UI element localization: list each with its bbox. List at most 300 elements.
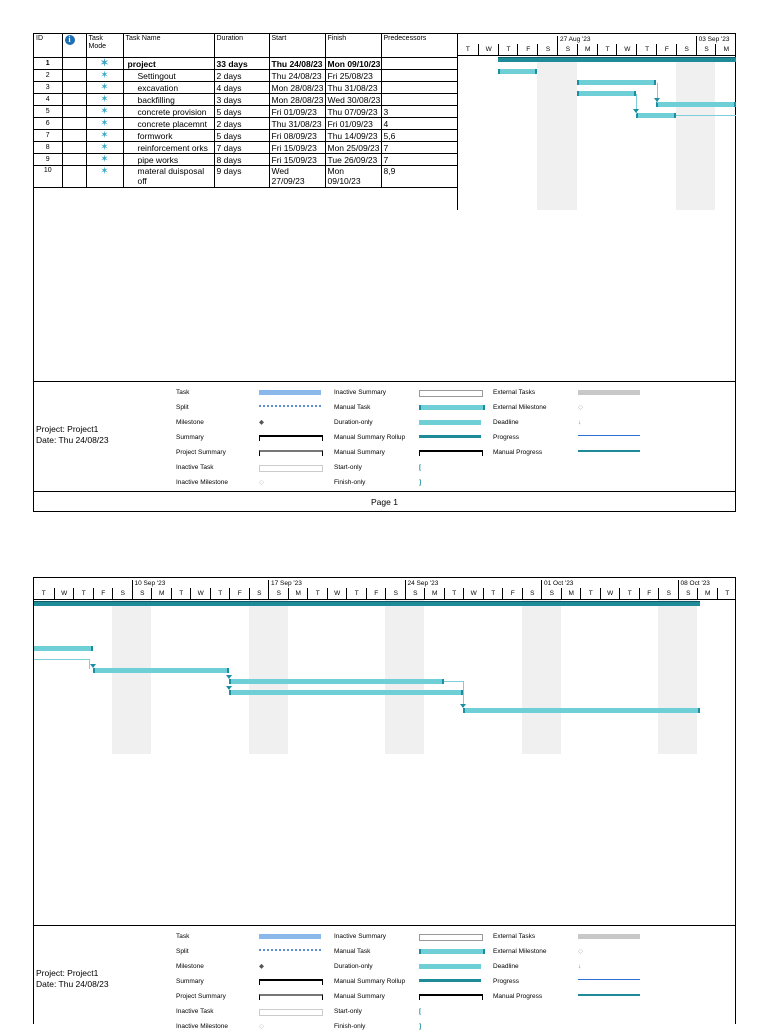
day-label: S xyxy=(537,44,558,55)
legend-label: Start-only xyxy=(334,464,362,471)
legend-swatch xyxy=(259,949,321,951)
timescale-days xyxy=(34,588,736,600)
task-finish[interactable]: Tue 26/09/23 xyxy=(325,154,381,166)
legend-label: Inactive Task xyxy=(176,1008,214,1015)
legend-swatch xyxy=(259,405,321,407)
task-name[interactable]: excavation xyxy=(123,82,214,94)
day-label: T xyxy=(597,44,618,55)
project-info xyxy=(36,424,109,446)
day-label: T xyxy=(41,590,46,597)
day-label: T xyxy=(444,588,465,599)
legend-swatch: ] xyxy=(419,479,422,486)
weekend-shading xyxy=(676,55,716,210)
dependency-link xyxy=(676,115,736,116)
week-label: 27 Aug '23 xyxy=(557,36,591,44)
pushpin-icon: ✶ xyxy=(100,166,109,177)
legend-item xyxy=(176,476,326,489)
day-label: F xyxy=(656,44,677,55)
timescale-weeks xyxy=(458,34,736,44)
legend-swatch: [ xyxy=(419,464,422,471)
day-label: M xyxy=(151,588,172,599)
task-duration[interactable]: 3 days xyxy=(214,94,269,106)
day-label: T xyxy=(210,588,231,599)
task-name[interactable]: Settingout xyxy=(123,70,214,82)
task-predecessors[interactable] xyxy=(381,58,457,70)
pushpin-icon: ✶ xyxy=(100,106,109,117)
legend-item xyxy=(493,386,643,399)
pushpin-icon: ✶ xyxy=(100,70,109,81)
task-bar[interactable] xyxy=(498,69,538,74)
legend-label: Project Summary xyxy=(176,993,226,1000)
weekend-shading xyxy=(658,599,697,754)
day-label: F xyxy=(517,44,538,55)
task-id[interactable]: 3 xyxy=(34,82,62,94)
indicator-cell[interactable] xyxy=(62,166,86,188)
task-id[interactable]: 10 xyxy=(34,166,62,188)
legend-item xyxy=(334,930,484,943)
legend-label: Manual Summary xyxy=(334,449,385,456)
task-row[interactable] xyxy=(34,166,457,188)
day-label: W xyxy=(616,44,637,55)
task-mode-cell[interactable] xyxy=(86,82,123,94)
day-label: W xyxy=(54,588,75,599)
task-bar[interactable] xyxy=(577,80,656,85)
task-start[interactable]: Thu 24/08/23 xyxy=(269,58,325,70)
legend-item xyxy=(334,1005,484,1018)
day-label: W xyxy=(190,588,211,599)
legend-item xyxy=(493,930,643,943)
legend-swatch: ↓ xyxy=(578,419,582,426)
task-name[interactable]: backfilling xyxy=(123,94,214,106)
indicator-cell[interactable] xyxy=(62,58,86,70)
task-row[interactable] xyxy=(34,142,457,154)
task-predecessors[interactable]: 4 xyxy=(381,118,457,130)
col-header-predecessors[interactable]: Predecessors xyxy=(381,34,457,58)
legend-swatch xyxy=(419,390,483,397)
legend-swatch: ] xyxy=(419,1023,422,1030)
day-label: S xyxy=(676,44,697,55)
legend-item xyxy=(334,975,484,988)
day-label: M xyxy=(715,44,736,55)
task-mode-cell[interactable] xyxy=(86,118,123,130)
task-duration[interactable]: 9 days xyxy=(214,166,269,188)
task-id[interactable]: 4 xyxy=(34,94,62,106)
day-label: F xyxy=(639,588,660,599)
legend-item xyxy=(334,945,484,958)
task-id[interactable]: 2 xyxy=(34,70,62,82)
day-label: M xyxy=(424,588,445,599)
day-label: W xyxy=(463,588,484,599)
task-finish[interactable]: Thu 07/09/23 xyxy=(325,106,381,118)
day-label: T xyxy=(619,588,640,599)
task-start[interactable]: Mon 28/08/23 xyxy=(269,82,325,94)
legend-swatch xyxy=(259,450,323,456)
task-finish[interactable]: Thu 14/09/23 xyxy=(325,130,381,142)
day-label: F xyxy=(502,588,523,599)
legend-label: External Tasks xyxy=(493,933,536,940)
task-mode-cell[interactable] xyxy=(86,106,123,118)
project-name: Project: Project1 xyxy=(36,424,99,434)
legend-item xyxy=(176,386,326,399)
task-predecessors[interactable] xyxy=(381,94,457,106)
task-row[interactable] xyxy=(34,106,457,118)
task-duration[interactable]: 5 days xyxy=(214,130,269,142)
task-name[interactable]: concrete provision xyxy=(123,106,214,118)
legend-label: Progress xyxy=(493,434,520,441)
weekend-shading xyxy=(249,599,288,754)
task-predecessors[interactable]: 7 xyxy=(381,154,457,166)
task-duration[interactable]: 4 days xyxy=(214,82,269,94)
task-name[interactable]: concrete placemnt xyxy=(123,118,214,130)
day-label: S xyxy=(249,588,270,599)
legend-label: Manual Progress xyxy=(493,449,543,456)
legend-swatch xyxy=(259,435,323,441)
legend-item xyxy=(334,416,484,429)
legend-swatch xyxy=(419,435,481,438)
day-label: T xyxy=(171,588,192,599)
gantt-chart-page-1 xyxy=(457,34,736,210)
task-mode-cell[interactable] xyxy=(86,70,123,82)
day-label: S xyxy=(658,588,679,599)
legend-label: Deadline xyxy=(493,963,519,970)
col-header-finish[interactable]: Finish xyxy=(325,34,381,58)
legend-item xyxy=(334,960,484,973)
legend-swatch xyxy=(259,979,323,985)
legend-label: Start-only xyxy=(334,1008,362,1015)
indicator-cell[interactable] xyxy=(62,154,86,166)
legend-label: Manual Summary Rollup xyxy=(334,978,406,985)
indicator-cell[interactable] xyxy=(62,106,86,118)
day-label: W xyxy=(600,588,621,599)
legend-swatch xyxy=(578,934,640,939)
day-label: F xyxy=(229,588,250,599)
legend-label: External Tasks xyxy=(493,389,536,396)
legend-swatch xyxy=(578,979,640,980)
legend-swatch xyxy=(419,979,481,982)
legend-item xyxy=(176,945,326,958)
legend-item xyxy=(493,945,643,958)
legend-label: Deadline xyxy=(493,419,519,426)
task-id[interactable]: 8 xyxy=(34,142,62,154)
day-label: M xyxy=(288,588,309,599)
legend-label: Inactive Milestone xyxy=(176,1023,229,1030)
task-bar[interactable] xyxy=(34,646,93,651)
legend-label: Manual Task xyxy=(334,404,371,411)
legend-item xyxy=(493,975,643,988)
legend-item xyxy=(176,1005,326,1018)
task-finish[interactable]: Thu 31/08/23 xyxy=(325,82,381,94)
legend-item xyxy=(334,1020,484,1033)
legend-label: Inactive Summary xyxy=(334,389,387,396)
indicator-cell[interactable] xyxy=(62,82,86,94)
table-header-row xyxy=(34,34,457,58)
legend-swatch xyxy=(259,934,321,939)
task-row[interactable] xyxy=(34,82,457,94)
task-predecessors[interactable]: 5,6 xyxy=(381,130,457,142)
task-predecessors[interactable]: 7 xyxy=(381,142,457,154)
legend-item xyxy=(176,401,326,414)
task-mode-cell[interactable] xyxy=(86,166,123,188)
legend-label: Finish-only xyxy=(334,1023,366,1030)
task-row[interactable] xyxy=(34,154,457,166)
legend-item xyxy=(493,990,643,1003)
task-finish[interactable]: Mon 25/09/23 xyxy=(325,142,381,154)
legend-item xyxy=(334,461,484,474)
link-arrow xyxy=(654,98,660,102)
task-duration[interactable]: 2 days xyxy=(214,70,269,82)
task-id[interactable]: 1 xyxy=(34,58,62,70)
legend-label: Manual Task xyxy=(334,948,371,955)
col-header-task-mode[interactable]: Task Mode xyxy=(86,34,123,58)
legend-label: Manual Progress xyxy=(493,993,543,1000)
day-label: M xyxy=(561,588,582,599)
pushpin-icon: ✶ xyxy=(100,82,109,93)
task-start[interactable]: Fri 15/09/23 xyxy=(269,154,325,166)
day-label: S xyxy=(268,588,289,599)
weekend-shading xyxy=(385,599,424,754)
task-mode-cell[interactable] xyxy=(86,154,123,166)
legend-swatch xyxy=(419,949,485,954)
legend-label: Manual Summary xyxy=(334,993,385,1000)
legend-item xyxy=(334,446,484,459)
legend-swatch xyxy=(419,450,483,456)
legend-label: Project Summary xyxy=(176,449,226,456)
legend-label: Milestone xyxy=(176,963,204,970)
legend-swatch xyxy=(578,994,640,996)
legend-label: External Milestone xyxy=(493,404,547,411)
pushpin-icon: ✶ xyxy=(100,142,109,153)
week-label: 24 Sep '23 xyxy=(405,580,439,588)
day-label: S xyxy=(522,588,543,599)
legend-label: Summary xyxy=(176,434,204,441)
legend-label: External Milestone xyxy=(493,948,547,955)
legend-label: Duration-only xyxy=(334,419,373,426)
task-predecessors[interactable] xyxy=(381,70,457,82)
task-id[interactable]: 7 xyxy=(34,130,62,142)
day-label: T xyxy=(73,588,94,599)
legend-swatch: ↓ xyxy=(578,963,582,970)
task-row[interactable] xyxy=(34,94,457,106)
legend-swatch xyxy=(419,934,483,941)
task-predecessors[interactable]: 3 xyxy=(381,106,457,118)
task-start[interactable]: Fri 08/09/23 xyxy=(269,130,325,142)
legend-label: Progress xyxy=(493,978,520,985)
legend-label: Task xyxy=(176,389,190,396)
task-finish[interactable]: Wed 30/08/23 xyxy=(325,94,381,106)
legend-swatch xyxy=(578,435,640,436)
legend-swatch xyxy=(259,994,323,1000)
week-label: 10 Sep '23 xyxy=(132,580,166,588)
task-bar[interactable] xyxy=(93,668,230,673)
day-label: M xyxy=(577,44,598,55)
legend-item xyxy=(334,476,484,489)
legend-item xyxy=(176,960,326,973)
dependency-link xyxy=(444,681,465,704)
project-name: Project: Project1 xyxy=(36,968,99,978)
legend-item xyxy=(176,431,326,444)
task-finish[interactable]: Mon 09/10/23 xyxy=(325,58,381,70)
legend-item xyxy=(493,446,643,459)
task-bar[interactable] xyxy=(229,679,444,684)
weekend-shading xyxy=(522,599,561,754)
task-name[interactable]: formwork xyxy=(123,130,214,142)
legend-item xyxy=(334,386,484,399)
task-duration[interactable]: 5 days xyxy=(214,106,269,118)
task-start[interactable]: Fri 01/09/23 xyxy=(269,106,325,118)
task-name[interactable]: materal duisposal off xyxy=(123,166,214,188)
task-mode-cell[interactable] xyxy=(86,130,123,142)
day-label: S xyxy=(132,588,153,599)
day-label: T xyxy=(636,44,657,55)
task-predecessors[interactable] xyxy=(381,82,457,94)
task-id[interactable]: 9 xyxy=(34,154,62,166)
task-bar[interactable] xyxy=(229,690,463,695)
pushpin-icon: ✶ xyxy=(100,94,109,105)
pushpin-icon: ✶ xyxy=(100,130,109,141)
legend-label: Inactive Summary xyxy=(334,933,387,940)
legend xyxy=(34,381,735,492)
legend-swatch xyxy=(419,994,483,1000)
task-finish[interactable]: Fri 01/09/23 xyxy=(325,118,381,130)
weekend-shading xyxy=(112,599,151,754)
legend-swatch: ◇ xyxy=(578,404,583,411)
task-mode-cell[interactable] xyxy=(86,94,123,106)
task-name[interactable]: reinforcement orks xyxy=(123,142,214,154)
legend-swatch: ◇ xyxy=(259,1023,264,1030)
pushpin-icon: ✶ xyxy=(100,154,109,165)
task-duration[interactable]: 8 days xyxy=(214,154,269,166)
task-id[interactable]: 6 xyxy=(34,118,62,130)
legend-item xyxy=(176,930,326,943)
task-duration[interactable]: 2 days xyxy=(214,118,269,130)
task-id[interactable]: 5 xyxy=(34,106,62,118)
print-page-1 xyxy=(33,33,736,512)
indicator-cell[interactable] xyxy=(62,118,86,130)
task-duration[interactable]: 7 days xyxy=(214,142,269,154)
day-label: F xyxy=(93,588,114,599)
legend-item xyxy=(493,431,643,444)
legend-item xyxy=(176,975,326,988)
legend-label: Manual Summary Rollup xyxy=(334,434,406,441)
legend-swatch xyxy=(578,390,640,395)
indicator-cell[interactable] xyxy=(62,94,86,106)
timescale-days xyxy=(458,44,736,56)
legend-item xyxy=(493,960,643,973)
day-label: S xyxy=(385,588,406,599)
weekend-shading xyxy=(537,55,577,210)
legend-swatch: [ xyxy=(419,1008,422,1015)
indicator-cell[interactable] xyxy=(62,142,86,154)
week-label: 01 Oct '23 xyxy=(541,580,573,588)
legend-item xyxy=(176,461,326,474)
indicator-cell[interactable] xyxy=(62,130,86,142)
legend-item xyxy=(176,446,326,459)
legend-label: Finish-only xyxy=(334,479,366,486)
task-mode-cell[interactable] xyxy=(86,58,123,70)
task-row[interactable] xyxy=(34,118,457,130)
legend-item xyxy=(334,431,484,444)
week-label: 17 Sep '23 xyxy=(268,580,302,588)
task-start[interactable]: Thu 31/08/23 xyxy=(269,118,325,130)
legend-swatch xyxy=(419,420,481,425)
task-bar[interactable] xyxy=(656,102,736,107)
day-label: S xyxy=(678,588,699,599)
task-row[interactable] xyxy=(34,130,457,142)
task-predecessors[interactable]: 8,9 xyxy=(381,166,457,188)
legend-item xyxy=(334,401,484,414)
legend-label: Task xyxy=(176,933,190,940)
legend-label: Inactive Task xyxy=(176,464,214,471)
task-row[interactable] xyxy=(34,70,457,82)
legend-item xyxy=(493,416,643,429)
task-mode-cell[interactable] xyxy=(86,142,123,154)
task-name[interactable]: pipe works xyxy=(123,154,214,166)
task-start[interactable]: Fri 15/09/23 xyxy=(269,142,325,154)
link-arrow xyxy=(633,109,639,113)
task-start[interactable]: Mon 28/08/23 xyxy=(269,94,325,106)
pushpin-icon: ✶ xyxy=(100,118,109,129)
legend-item xyxy=(176,1020,326,1033)
task-bar[interactable] xyxy=(577,91,636,96)
day-label: S xyxy=(405,588,426,599)
task-finish[interactable]: Fri 25/08/23 xyxy=(325,70,381,82)
legend-swatch xyxy=(419,405,485,410)
col-header-start[interactable]: Start xyxy=(269,34,325,58)
day-label: T xyxy=(717,588,738,599)
task-finish[interactable]: Mon 09/10/23 xyxy=(325,166,381,188)
task-row[interactable] xyxy=(34,58,457,70)
day-label: T xyxy=(498,44,519,55)
project-date: Date: Thu 24/08/23 xyxy=(36,435,109,445)
legend-item xyxy=(493,401,643,414)
legend-swatch xyxy=(259,1009,323,1016)
legend-swatch xyxy=(259,465,323,472)
timescale-weeks xyxy=(34,578,736,588)
legend-swatch xyxy=(419,964,481,969)
summary-bar[interactable] xyxy=(498,57,736,62)
legend-swatch: ◇ xyxy=(259,479,264,486)
task-bar[interactable] xyxy=(636,113,676,118)
day-label: T xyxy=(483,588,504,599)
day-label: M xyxy=(697,588,718,599)
day-label: W xyxy=(327,588,348,599)
day-label: S xyxy=(112,588,133,599)
indicator-cell[interactable] xyxy=(62,70,86,82)
day-label: T xyxy=(580,588,601,599)
col-header-duration[interactable]: Duration xyxy=(214,34,269,58)
legend-swatch: ◆ xyxy=(259,963,264,970)
task-start[interactable]: Wed 27/09/23 xyxy=(269,166,325,188)
legend-swatch xyxy=(259,390,321,395)
task-start[interactable]: Thu 24/08/23 xyxy=(269,70,325,82)
col-header-indicators[interactable] xyxy=(62,34,86,58)
summary-bar[interactable] xyxy=(34,601,700,606)
legend-swatch xyxy=(578,450,640,452)
legend-item xyxy=(176,990,326,1003)
legend-item xyxy=(176,416,326,429)
task-table xyxy=(34,34,458,188)
legend-swatch: ◆ xyxy=(259,419,264,426)
legend xyxy=(34,925,735,1036)
col-header-id[interactable]: ID xyxy=(34,34,62,58)
task-name[interactable]: project xyxy=(123,58,214,70)
task-bar[interactable] xyxy=(463,708,700,713)
page-footer: Page 1 xyxy=(34,491,735,513)
legend-label: Split xyxy=(176,948,189,955)
task-duration[interactable]: 33 days xyxy=(214,58,269,70)
print-page-2 xyxy=(33,577,736,1030)
col-header-task-name[interactable]: Task Name xyxy=(123,34,214,58)
